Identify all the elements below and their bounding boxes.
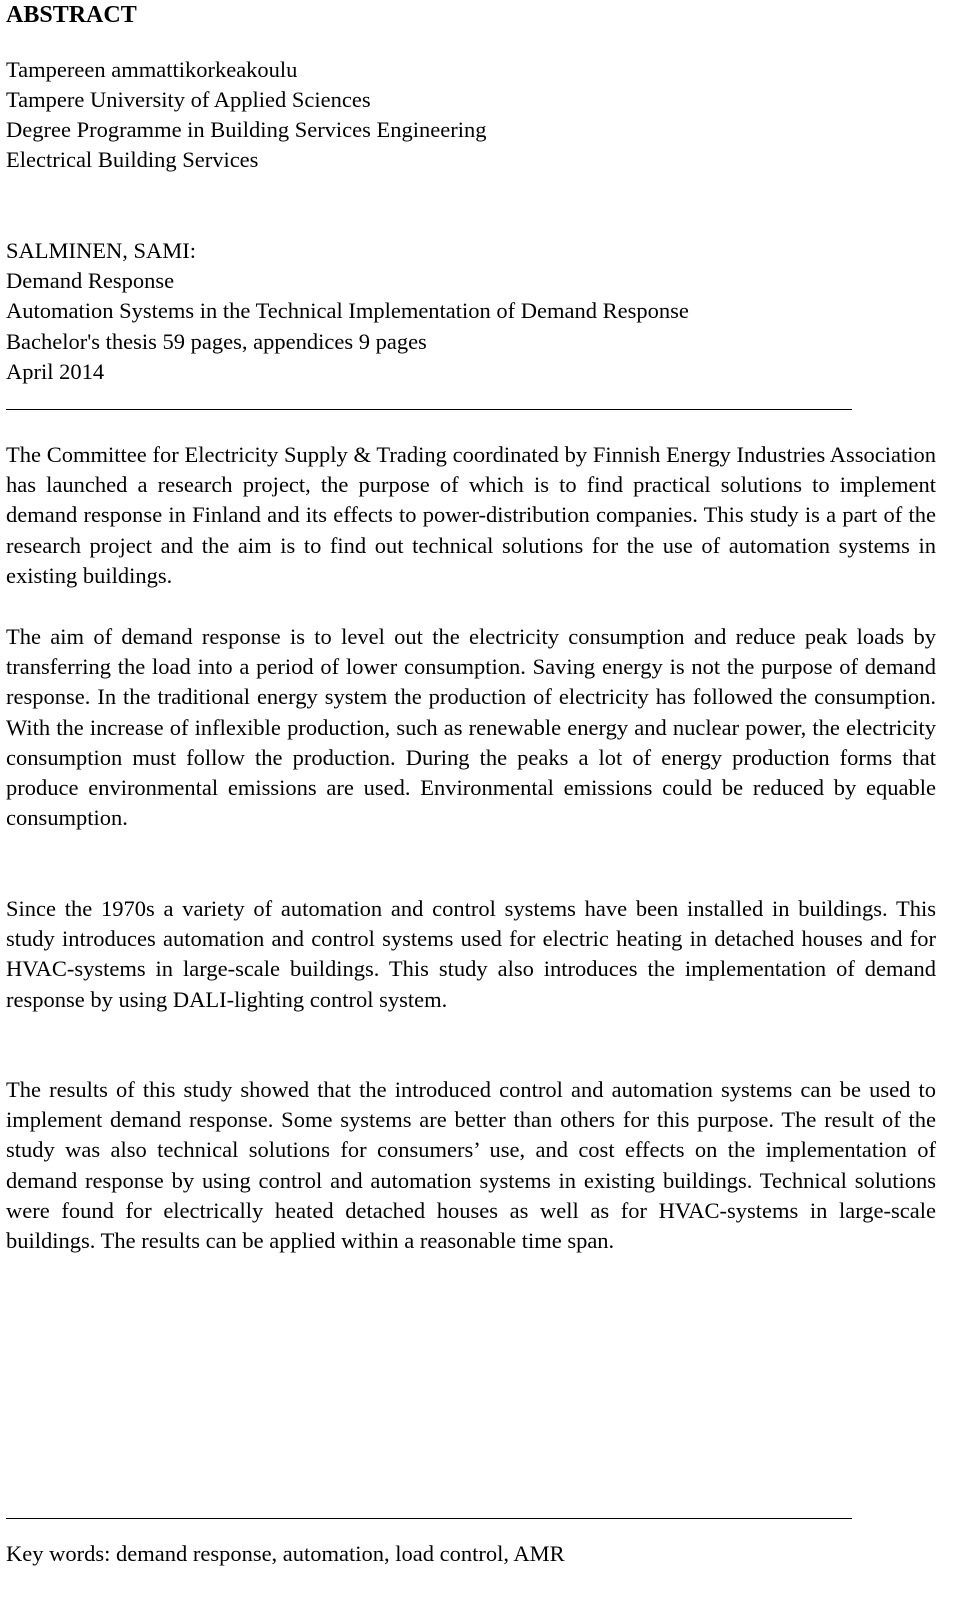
- abstract-paragraph-1: The Committee for Electricity Supply & Trading coordinated by Finnish Energy Industries Association has launched a research project, the purpose of which is to find practical solutions to implement demand response in Finland and its effects to power-distribution companies. This study is a part of the research project and the aim is to find out technical solutions for the use of automation systems in existing buildings.: [6, 442, 936, 588]
- institution-block: [6, 55, 936, 175]
- thesis-title: Demand Response: [6, 268, 175, 293]
- institution-line: Electrical Building Services: [6, 147, 259, 172]
- abstract-paragraph-3: Since the 1970s a variety of automation and control systems have been installed in buildings. This study introduces automation and control systems used for electric heating in detached houses and for HVAC-systems in large-scale buildings. This study also introduces the implementation of demand response by using DALI-lighting control system.: [6, 896, 936, 1012]
- top-divider: [6, 409, 852, 410]
- abstract-paragraph-4: The results of this study showed that the introduced control and automation systems can be used to implement demand response. Some systems are better than others for this purpose. The result of the study was also technical solutions for consumers’ use, and cost effects on the implementation of demand response by using control and automation systems in existing buildings. Technical solutions were found for electrically heated detached houses as well as for HVAC-systems in large-scale buildings. The results can be applied within a reasonable time span.: [6, 1077, 936, 1254]
- institution-line: Tampere University of Applied Sciences: [6, 87, 371, 112]
- keywords: Key words: demand response, automation, load control, AMR: [6, 1541, 565, 1566]
- institution-line: Tampereen ammattikorkeakoulu: [6, 57, 298, 82]
- thesis-info-block: [6, 327, 936, 387]
- institution-line: Degree Programme in Building Services Engineering: [6, 117, 487, 142]
- abstract-heading: ABSTRACT: [6, 2, 137, 28]
- thesis-subtitle: Automation Systems in the Technical Implementation of Demand Response: [6, 298, 689, 323]
- bottom-divider: [6, 1518, 852, 1519]
- thesis-pages: Bachelor's thesis 59 pages, appendices 9 pages: [6, 329, 427, 354]
- author-title-block: [6, 236, 936, 326]
- author-name: SALMINEN, SAMI:: [6, 238, 197, 263]
- thesis-date: April 2014: [6, 359, 105, 384]
- abstract-paragraph-2: The aim of demand response is to level out the electricity consumption and reduce peak loads by transferring the load into a period of lower consumption. Saving energy is not the purpose of demand response. In the traditional energy system the production of electricity has followed the consumption. With the increase of inflexible production, such as renewable energy and nuclear power, the electricity consumption must follow the production. During the peaks a lot of energy production forms that produce environmental emissions are used. Environmental emissions could be reduced by equable consumption.: [6, 624, 936, 831]
